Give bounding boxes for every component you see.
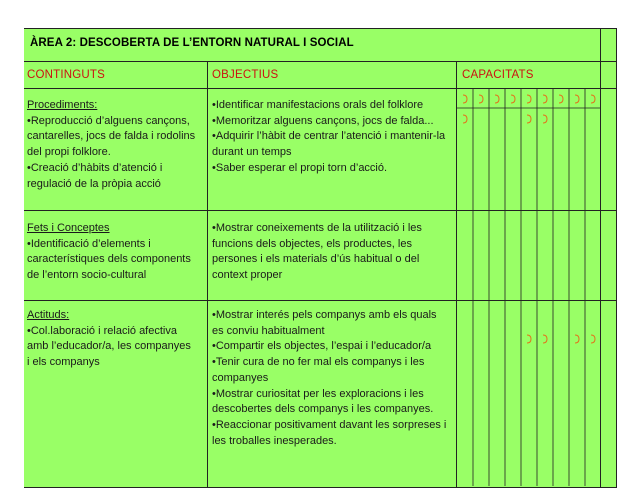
capacitat-mark: [527, 335, 531, 343]
text-line: •Col.laboració i relació afectiva: [27, 324, 177, 337]
capacitat-mark: [479, 95, 483, 103]
capacitat-mark: [543, 95, 547, 103]
actituds-continguts: [27, 308, 191, 371]
text-line: durant un temps: [212, 146, 292, 159]
text-line: descobertes dels companys i les companyes.: [212, 403, 434, 416]
text-line: •Mostrar curiositat per les exploracions i les: [212, 387, 424, 400]
capacitat-mark: [527, 115, 531, 123]
procediments-objectius: [212, 98, 445, 177]
capacitat-mark: [575, 335, 579, 343]
capacitat-mark: [543, 335, 547, 343]
fets-continguts: [27, 221, 191, 284]
header-end-cell: [600, 62, 617, 89]
capacitat-mark: [527, 95, 531, 103]
header-capacitats: CAPACITATS: [462, 69, 534, 81]
procediments-heading: Procediments:: [27, 99, 98, 111]
capacitat-mark: [559, 95, 563, 103]
header-objectius: OBJECTIUS: [212, 69, 279, 81]
text-line: •Saber esperar el propi torn d’acció.: [212, 161, 388, 174]
text-line: •Tenir cura de no fer mal els companys i les: [212, 356, 425, 369]
text-line: •Reaccionar positivament davant les sorpreses i: [212, 418, 447, 431]
capacitat-mark: [543, 115, 547, 123]
capacitat-mark: [463, 95, 467, 103]
capacitat-mark: [511, 95, 515, 103]
divider: [207, 301, 208, 487]
capacitat-mark: [591, 335, 595, 343]
text-line: companyes: [212, 371, 269, 384]
text-line: •Reproducció d’alguens cançons,: [27, 114, 190, 127]
divider: [207, 89, 208, 211]
header-divider-1: [207, 62, 208, 89]
text-line: cantarelles, jocs de falda i rodolins: [27, 130, 196, 143]
capacitat-mark: [495, 95, 499, 103]
text-line: •Adquirir l’hàbit de centrar l’atenció i mantenir-la: [212, 130, 446, 143]
fets-objectius: [212, 221, 422, 284]
text-line: del propi folklore.: [27, 146, 111, 159]
actituds-heading: Actituds:: [27, 309, 70, 321]
text-line: •Compartir els objectes, l’espai i l’educador/a: [212, 340, 432, 353]
text-line: i els companys: [27, 356, 100, 369]
capacitat-mark: [591, 95, 595, 103]
text-line: es conviu habitualment: [212, 324, 325, 337]
text-line: regulació de la pròpia acció: [27, 177, 161, 190]
text-line: •Identificar manifestacions orals del folklore: [212, 99, 424, 111]
header-row: [24, 61, 617, 89]
text-line: context proper: [212, 269, 283, 282]
capacitat-mark: [463, 115, 467, 123]
capacitats-grid: [457, 88, 617, 488]
text-line: •Mostrar coneixements de la utilització i les: [212, 222, 422, 234]
procediments-continguts: [27, 98, 195, 192]
text-line: les troballes inesperades.: [212, 434, 337, 447]
text-line: •Creació d’hàbits d’atenció i: [27, 161, 163, 174]
title-row: [24, 28, 617, 62]
text-line: •Identificació d’elements i: [27, 237, 151, 250]
text-line: •Memoritzar alguens cançons, jocs de falda...: [212, 114, 434, 127]
divider: [207, 211, 208, 301]
actituds-objectius: [212, 308, 446, 449]
text-line: amb l’educador/a, les companyes: [27, 340, 191, 353]
header-continguts: CONTINGUTS: [27, 69, 106, 81]
fets-heading: Fets i Conceptes: [27, 222, 110, 234]
text-line: persones i els materials d’ús habitual o del: [212, 253, 420, 266]
text-line: funcions dels objectes, els productes, les: [212, 237, 412, 250]
capacitat-mark: [575, 95, 579, 103]
title-end-cell: [600, 29, 617, 62]
text-line: •Mostrar interés pels companys amb els quals: [212, 309, 437, 321]
header-divider-2: [456, 62, 457, 89]
text-line: característiques dels components: [27, 253, 191, 266]
text-line: de l’entorn socio-cultural: [27, 269, 147, 282]
table-title: ÀREA 2: DESCOBERTA DE L’ENTORN NATURAL I SOCIAL: [30, 37, 354, 49]
